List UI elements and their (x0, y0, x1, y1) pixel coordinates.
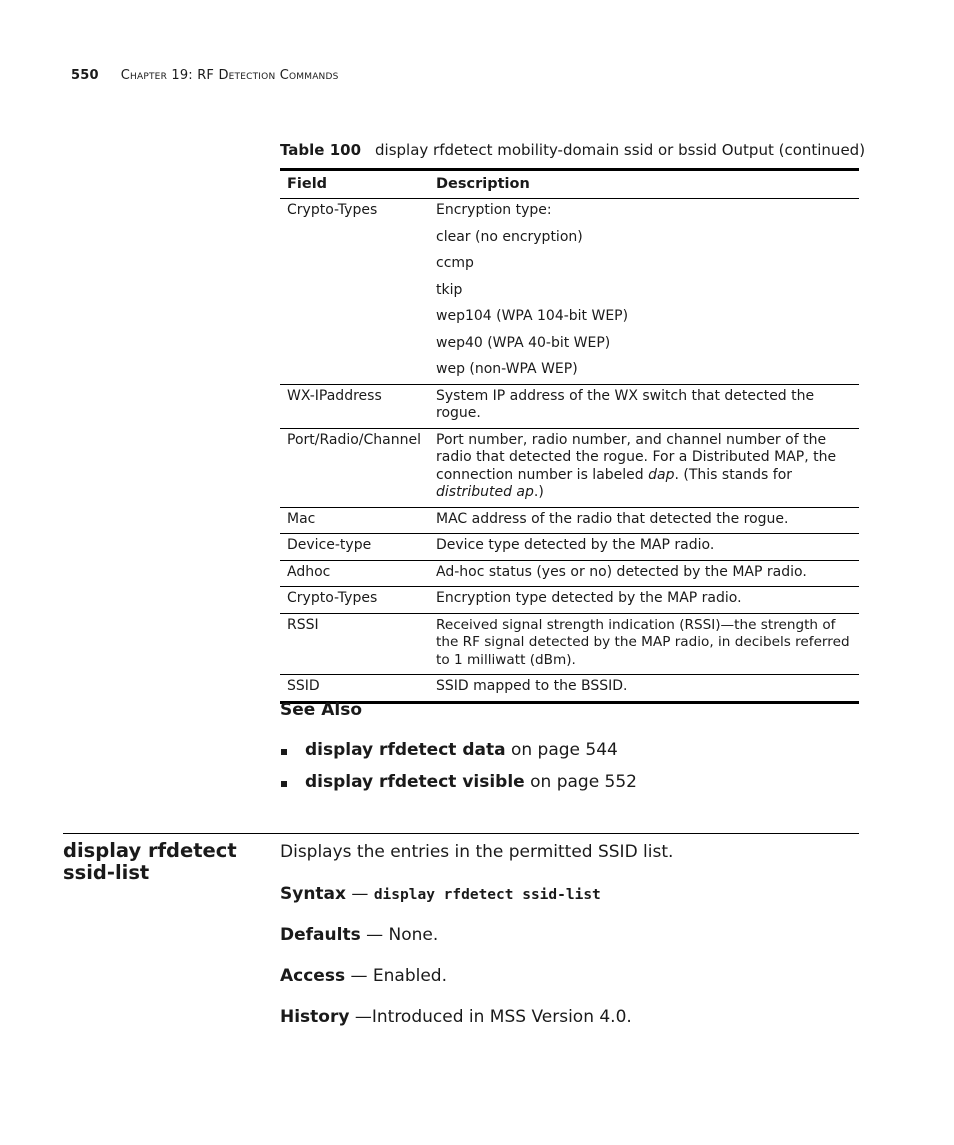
link-command[interactable]: display rfdetect data (305, 740, 506, 760)
description-cell: Device type detected by the MAP radio. (436, 537, 715, 553)
description-text: .) (533, 484, 544, 500)
see-also-heading: See Also (280, 700, 363, 720)
description-line: wep40 (WPA 40-bit WEP) (436, 334, 611, 351)
column-header-field: Field (287, 176, 328, 192)
description-line: tkip (436, 281, 463, 298)
table-row (280, 428, 859, 507)
table-row (280, 384, 859, 428)
field-cell: Crypto-Types (287, 590, 378, 606)
column-header-description: Description (436, 176, 530, 192)
description-line: clear (no encryption) (436, 228, 583, 245)
field-cell: Crypto-Types (287, 202, 378, 218)
output-fields-table (280, 168, 859, 704)
history-line (280, 1007, 632, 1027)
table-row (280, 613, 859, 675)
section-title: display rfdetect ssid-list (63, 839, 237, 884)
table-row (280, 587, 859, 614)
description-cell: SSID mapped to the BSSID. (436, 678, 628, 694)
see-also-list (280, 740, 637, 804)
see-also-link[interactable] (280, 772, 637, 793)
field-cell: Port/Radio/Channel (287, 431, 422, 448)
description-line: ccmp (436, 255, 474, 271)
syntax-command: display rfdetect ssid-list (373, 887, 601, 903)
table-row (280, 507, 859, 534)
description-cell: System IP address of the WX switch that detected the rogue. (436, 387, 815, 421)
link-page[interactable]: on page 544 (510, 740, 618, 760)
see-also-link[interactable] (280, 740, 637, 761)
link-command[interactable]: display rfdetect visible (305, 772, 525, 792)
section-divider (63, 833, 859, 834)
description-cell (429, 199, 859, 385)
table-row (280, 534, 859, 561)
link-page[interactable]: on page 552 (530, 772, 637, 792)
table-caption (280, 141, 865, 159)
table-row (280, 675, 859, 703)
access-value: — Enabled. (350, 966, 447, 986)
emphasis-dap: dap (648, 466, 675, 483)
access-line (280, 966, 447, 986)
description-cell: Ad-hoc status (yes or no) detected by the MAP radio. (436, 563, 807, 580)
description-cell: MAC address of the radio that detected the rogue. (436, 510, 789, 527)
table-header-row (280, 170, 859, 199)
page-header (71, 68, 339, 83)
field-cell: Adhoc (287, 563, 331, 580)
history-value: —Introduced in MSS Version 4.0. (354, 1007, 632, 1027)
emphasis-distributed-ap: distributed ap (436, 484, 534, 500)
table-title: display rfdetect mobility-domain ssid or bssid Output (continued) (375, 141, 866, 159)
description-line: wep (non-WPA WEP) (436, 361, 578, 377)
field-cell: Device-type (287, 537, 372, 553)
defaults-label: Defaults (280, 925, 361, 945)
description-text: Port number, radio number, and channel number of the radio that detected the rogue. For a Distributed MAP, the connection number is labeled (436, 431, 837, 483)
description-cell: Received signal strength indication (RSSI)—the strength of the RF signal detected by the MAP radio, in decibels referred to 1 milliwatt (dBm). (436, 616, 850, 668)
syntax-label: Syntax (280, 884, 346, 904)
description-line: Encryption type: (436, 202, 552, 218)
chapter-title: Chapter 19: RF Detection Commands (120, 68, 339, 83)
field-cell: SSID (287, 678, 320, 694)
table-row (280, 560, 859, 587)
field-cell: Mac (287, 510, 316, 527)
syntax-line (280, 884, 601, 904)
defaults-value: — None. (366, 925, 439, 945)
section-description: Displays the entries in the permitted SSID list. (280, 842, 674, 862)
defaults-line (280, 925, 438, 945)
access-label: Access (280, 966, 346, 986)
table-row (280, 199, 859, 385)
syntax-separator: — (351, 884, 369, 904)
table-label: Table 100 (280, 141, 362, 159)
description-text: . (This stands for (674, 466, 793, 483)
description-cell (429, 428, 859, 507)
page-number: 550 (71, 68, 99, 83)
history-label: History (280, 1007, 350, 1027)
field-cell: WX-IPaddress (287, 387, 382, 404)
field-cell: RSSI (287, 616, 319, 633)
description-cell: Encryption type detected by the MAP radio. (436, 590, 742, 606)
description-line: wep104 (WPA 104-bit WEP) (436, 308, 629, 324)
